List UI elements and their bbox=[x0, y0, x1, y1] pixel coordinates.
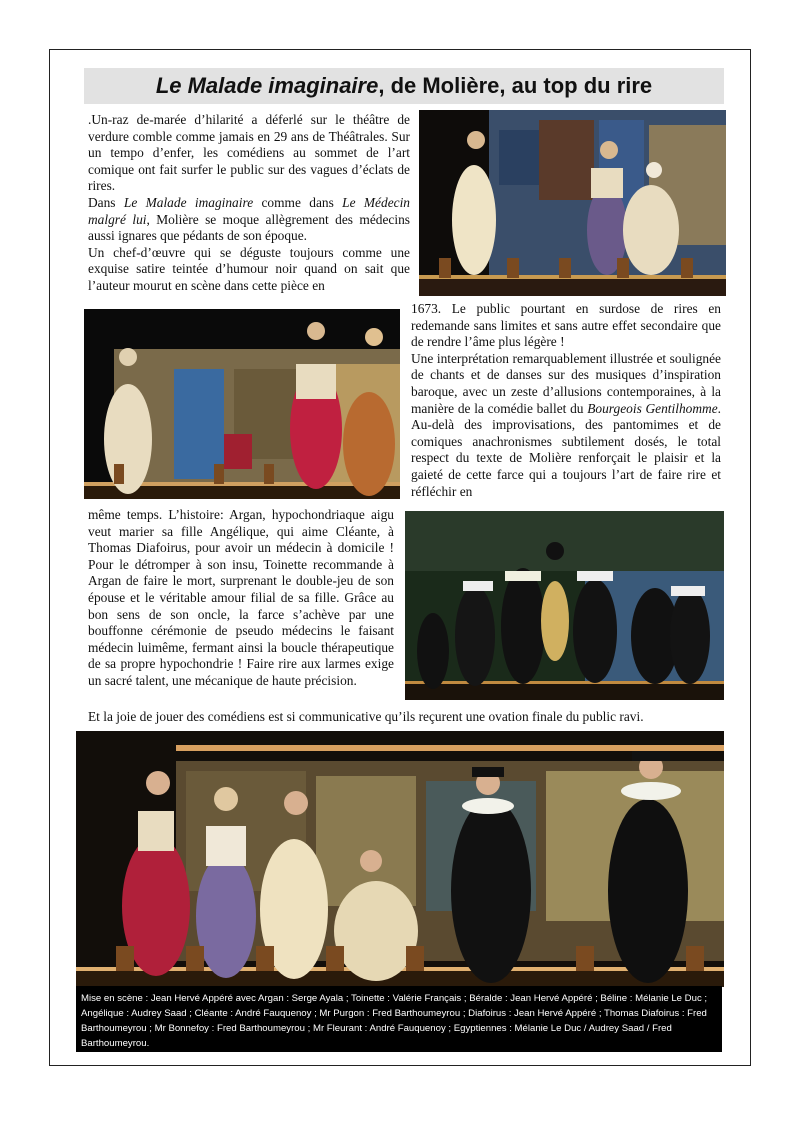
paragraph-2 bbox=[88, 195, 410, 245]
photo-argan-and-women bbox=[84, 309, 400, 499]
story-text bbox=[88, 507, 394, 690]
photo-doctors-ceremony bbox=[405, 511, 724, 700]
p2-text-c: comme dans bbox=[253, 194, 343, 210]
paragraph-6: même temps. L’histoire: Argan, hypochondriaque aigu veut marier sa fille Angélique, qui aime Cléante, à Thomas Diafoirus, pour avoir un médecin à domicile ! Pour le détromper à son insu, Toinette recommande à Argan de faire le mort, surprenant le double-jeu de son épouse et le véritable amour filial de sa fille. Grâce au bon sens de son oncle, la farce s’achève par une bouffonne cérémonie de pseudo médecins le faisant médecin luimême, fermant ainsi la boucle thérapeutique de sa propre hypochondrie ! Faire rire aux larmes exige un sacré talent, une mécanique de haute précision. bbox=[88, 507, 394, 688]
p5-play-title: Bourgeois Gentilhomme bbox=[587, 400, 718, 416]
paragraph-4: 1673. Le public pourtant en surdose de rires en redemande sans limites et sans autre effet secondaire que de rendre l’âme plus légère ! bbox=[411, 301, 721, 350]
p2-play-title: Le Malade imaginaire bbox=[123, 194, 254, 210]
paragraph-5 bbox=[411, 351, 721, 500]
credits-caption: Mise en scène : Jean Hervé Appéré avec Argan : Serge Ayala ; Toinette : Valérie Français ; Béralde : Jean Hervé Appéré ; Béline : Mélanie Le Duc ; Angélique : Audrey Saad ; Cléante : André Fauquenoy ; Mr Purgon : Fred Barthoumeyrou ; Diafoirus : Jean Hervé Appéré ; Thomas Diafoirus : Fred Barthoumeyrou ; Mr Bonnefoy : Fred Barthoumeyrou ; Mr Fleurant : André Fauquenoy ; Egyptiennes : Mélanie Le Duc / Audrey Saad / Fred Barthoumeyrou. bbox=[76, 986, 722, 1052]
title-rest: , de Molière, au top du rire bbox=[378, 73, 653, 98]
paragraph-7: Et la joie de jouer des comédiens est si communicative qu’ils reçurent une ovation finale du public ravi. bbox=[88, 709, 644, 724]
closing-text bbox=[88, 709, 728, 726]
p2-text-a: Dans bbox=[88, 194, 124, 210]
intro-text bbox=[88, 112, 410, 295]
article-title bbox=[84, 68, 724, 104]
paragraph-3: Un chef-d’œuvre qui se déguste toujours comme une exquise satire teintée d’humour noir quand on sait que l’auteur mourut en scène dans cette pièce en bbox=[88, 244, 410, 293]
p5-text-a: Une interprétation remarquablement illustrée et soulignée de chants et de danses sur des musiques d’inspiration baroque, avec un zeste d’allusions contemporaines, à la manière de la comédie ballet du bbox=[411, 350, 721, 416]
photo-full-cast bbox=[76, 731, 724, 987]
p2-play-title-2: Le Médecin malgré lui bbox=[88, 194, 410, 227]
middle-text bbox=[411, 301, 721, 500]
title-play-name: Le Malade imaginaire bbox=[155, 73, 379, 98]
p2-text-e: , Molière se moque allègrement des médecins aussi ignares que pédants de son époque. bbox=[88, 211, 410, 244]
p5-text-c: . Au-delà des improvisations, des pantomimes et de comiques anachronismes subtilement dosés, le total respect du texte de Molière renforçait le plaisir et la gaieté de cette farce qui a toujours l’art de faire rire et réfléchir en bbox=[411, 400, 722, 499]
photo-stage-three-actors bbox=[419, 110, 726, 296]
paragraph-1: .Un-raz de-marée d’hilarité a déferlé sur le théâtre de verdure comble comme jamais en 29 ans de Théâtrales. Sur un tempo d’enfer, les comédiens au sommet de l’art comique ont fait surfer le public sur des vagues d’éclats de rires. bbox=[88, 112, 410, 194]
